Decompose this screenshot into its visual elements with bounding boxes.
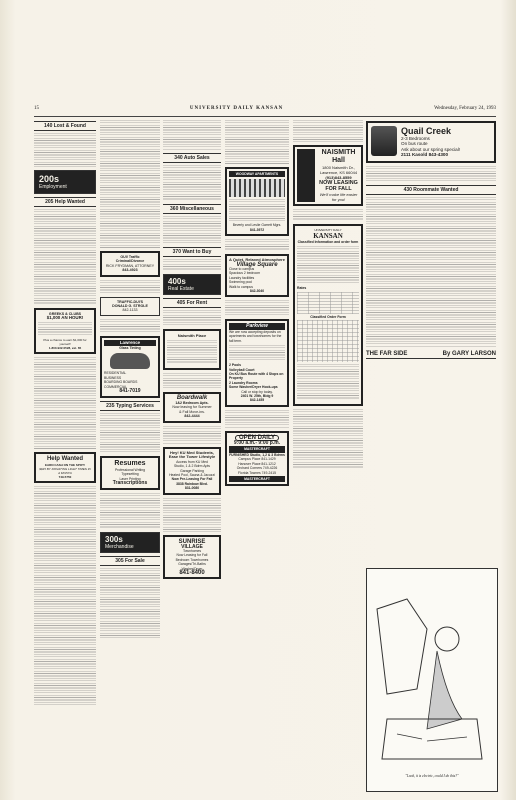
naismith-hall-ad [293, 145, 363, 206]
order-form-title: Classified Order Form [310, 314, 346, 319]
tint-item: RESIDENTIAL [104, 371, 127, 376]
attorney-line-2: Criminal/Divorce [115, 259, 145, 264]
naismith-hall-name: NAISMITH Hall [321, 149, 356, 164]
quail-line: 2-3 Bedrooms [401, 136, 430, 141]
location-florida: Florida Townes 749-2415 [237, 470, 276, 475]
traffic-name: DONALD G. STROLE [112, 304, 148, 309]
woodway-ad [225, 167, 289, 236]
classified-text [100, 493, 160, 529]
tint-item: BUSINESS [104, 375, 122, 380]
transcriptions-title: Transcriptions [112, 480, 148, 487]
boardwalk-line-2: Now leasing for Summer [172, 405, 212, 410]
open-hours: 9:00 a.m.- 9:00 p.m. [233, 440, 281, 447]
naismith-place-ad [163, 329, 221, 370]
employment-number: 200s [39, 174, 60, 184]
column-3 [163, 118, 221, 582]
cartoon-caption: "Look, it is electric, could I do this?" [405, 774, 459, 778]
boardwalk-title: Boardwalk [176, 395, 208, 401]
village-title: Village Square [236, 261, 278, 268]
classified-text [163, 165, 221, 201]
misc-heading: 360 Miscellaneous [163, 204, 221, 214]
paper-name: UNIVERSITY DAILY KANSAN [189, 106, 284, 111]
glass-tinting-ad [100, 336, 160, 398]
resume-item: Laser Printing [119, 476, 141, 481]
village-item: Close to campus [229, 267, 255, 272]
want-to-buy-heading: 370 Want to Buy [163, 247, 221, 257]
far-side-title: THE FAR SIDE [366, 350, 408, 357]
page-date: Wednesday, February 24, 1993 [434, 106, 496, 111]
column-6 [366, 118, 496, 359]
parkview-ad [225, 319, 289, 406]
feature-item: 2 Pools [229, 363, 242, 368]
village-square-ad [225, 254, 289, 297]
tint-phone: 841-7019 [119, 388, 141, 395]
classified-text [163, 120, 221, 150]
roommate-heading: 430 Roommate Wanted [366, 185, 496, 195]
resume-item: Professional Writing [114, 468, 146, 472]
classified-text [100, 120, 160, 248]
ku-med-item: Garage Parking [180, 468, 204, 473]
parkview-call: Call or stop by today. [241, 389, 273, 394]
classified-text [163, 426, 221, 444]
help-wanted-ad-amount: $$15 BY DONATING LIGHT TIMES IN A MONTH [39, 467, 91, 475]
village-phone: 842-3040 [249, 289, 265, 294]
ku-med-item: Studio, 1 & 2 Bdrm Apts [174, 464, 210, 469]
feature-item: Some Washer/Dryer Hook-ups [229, 385, 278, 390]
quail-title: Quail Creek [401, 126, 452, 136]
ad-body [229, 199, 285, 221]
classified-text [225, 300, 289, 316]
glass-tinting-sub: Glass Tinting [119, 346, 141, 351]
resume-item: Typesetting [121, 472, 139, 477]
page-header [34, 106, 496, 117]
attorney-phone: 843-4923 [122, 268, 138, 273]
ku-med-now: Now Pre-Leasing For Fall [171, 477, 213, 482]
glass-tinting-title: Lawrence [104, 340, 156, 347]
sunrise-phone: 841-8400 [179, 570, 205, 577]
for-rent-heading: 405 For Rent [163, 298, 221, 308]
feature-item: Volleyball Court [229, 367, 255, 372]
real-estate-number: 400s [168, 277, 186, 286]
classified-text [34, 209, 96, 305]
sunrise-item: Bedroom Townhomes [175, 557, 209, 562]
naismith-building-image [297, 149, 315, 202]
merchandise-number: 300s [105, 534, 123, 544]
resumes-ad [100, 456, 160, 490]
greeks-title: GREEKS & CLUBS [48, 312, 82, 316]
classified-text [100, 568, 160, 638]
help-wanted-ad [34, 452, 96, 483]
mastercraft-logo: MASTERCRAFT [229, 446, 285, 453]
help-wanted-heading: 205 Help Wanted [34, 197, 96, 207]
naismith-hall-phone: (913)843-8559 [325, 175, 352, 180]
woodway-phone: 841-3972 [249, 227, 265, 232]
kansan-sub: UNIVERSITY DAILY [314, 228, 342, 232]
attorney-ad [100, 251, 160, 277]
cartoon-drawing [367, 569, 495, 769]
ku-med-ad [163, 447, 221, 495]
ad-body [229, 345, 285, 361]
classified-text [100, 280, 160, 294]
ku-med-address: 3838 Rainbow Blvd. [176, 481, 208, 486]
far-side-cartoon [366, 568, 498, 792]
sunrise-item: Washer/Dryer [181, 566, 203, 571]
location-orchard: Orchard Corners 749-4226 [236, 466, 278, 471]
location-hanover: Hanover Place 841-1212 [238, 461, 276, 466]
merchandise-label: Merchandise [105, 543, 134, 550]
boardwalk-line-1: 1&2 Bedroom Apts. [175, 400, 209, 405]
greeks-plus: Plus a chance to earn $1,000 for yourself! [43, 338, 87, 346]
woodway-managers: Beverly and Leslie Garrett Mgrs. [232, 223, 282, 228]
real-estate-section [163, 274, 221, 295]
sunrise-title-1: SUNRISE [178, 538, 206, 545]
parkview-title: Parkview [229, 323, 285, 329]
naismith-hall-address: 1800 Naismith Dr., Lawrence, KS 66044 [319, 165, 358, 175]
classified-text [163, 373, 221, 389]
classified-info: Classified Information and order form [297, 240, 359, 245]
mastercraft-footer: MASTERCRAFT [229, 476, 285, 483]
village-item: Walk to campus [229, 284, 253, 289]
ku-med-headline: Hey! KU Med Students, Ease the Tower Lifestyle [168, 449, 216, 460]
page-number: 15 [34, 106, 39, 111]
sunrise-item: Now Leasing for Fall [176, 553, 208, 558]
quail-line: Ask about our spring special! [401, 146, 460, 152]
column-2 [100, 118, 160, 640]
woodway-title: WOODWAY APARTMENTS [229, 171, 285, 177]
help-wanted-ad-sub: EARN CASH ON THE SPOT! [44, 463, 85, 467]
naismith-place-title: Naismith Place [177, 333, 207, 338]
classified-text [34, 357, 96, 449]
far-side-byline: By GARY LARSON [442, 350, 496, 357]
attorney-line-1: OUI! Traffic [120, 255, 140, 259]
naismith-hall-tagline: We'll make life easier for you! [319, 192, 358, 202]
greeks-ad [34, 308, 96, 354]
classified-order-form [293, 224, 363, 406]
classified-text [293, 409, 363, 469]
ad-body [167, 340, 217, 364]
ad-body [38, 322, 92, 336]
parkview-lead: We are now accepting deposits on apartments and townhomes for the fall term. [229, 329, 282, 343]
ku-med-phone: 831-0080 [184, 486, 200, 491]
column-1 [34, 118, 96, 708]
help-wanted-ad-phone: 749-5750 [58, 475, 72, 479]
classified-text [100, 319, 160, 333]
sunrise-village-ad [163, 535, 221, 580]
auto-sales-heading: 340 Auto Sales [163, 153, 221, 163]
village-item: Spacious 2 bedroom [229, 271, 261, 276]
parkview-address: 2401 W. 25th, Bldg 9 [240, 393, 274, 398]
greeks-amount: $1,000 AN HOUR! [46, 315, 84, 320]
mastercraft-furnished: FURNISHED Studio, 1,2 & 3 Bdrms [229, 452, 285, 457]
order-grid [297, 320, 359, 362]
for-sale-heading: 305 For Sale [100, 556, 160, 566]
classified-text [293, 120, 363, 142]
quail-line: On bus route [401, 141, 428, 147]
traffic-phone: 842-1133 [122, 308, 138, 313]
merchandise-section [100, 532, 160, 553]
form-body [297, 246, 359, 284]
classified-text [366, 197, 496, 347]
mastercraft-ad [225, 431, 289, 486]
boardwalk-ad [163, 392, 221, 423]
ku-med-item: Access from KU Med [176, 459, 208, 464]
rates-label: Rates [297, 286, 307, 291]
ku-med-item: Heated Pool, Sauna & Jacuzzi [169, 473, 215, 477]
open-daily: OPEN DAILY [235, 435, 279, 442]
village-item: Laundry facilities [229, 275, 255, 280]
building-image [229, 179, 285, 197]
rates-table [297, 292, 359, 314]
employment-section [34, 170, 96, 194]
classified-text [163, 498, 221, 532]
sunrise-item: Townhomes [182, 549, 202, 554]
classified-text [34, 133, 96, 167]
classified-text [225, 239, 289, 251]
quail-creek-ad [366, 121, 496, 163]
help-wanted-ad-title: Help Wanted [46, 456, 84, 462]
feature-item: On KU Bus Route with 4 Stops on Property [229, 371, 284, 381]
naismith-hall-leasing: NOW LEASING FOR FALL [319, 180, 358, 192]
employment-label: Employment [39, 184, 67, 190]
classified-text [100, 413, 160, 453]
classified-text [225, 120, 289, 164]
resumes-title: Resumes [114, 460, 146, 467]
kansan-title: KANSAN [313, 232, 343, 241]
village-item: Swimming pool [229, 280, 252, 285]
classified-text [293, 209, 363, 221]
tint-item: COMMERCIAL [104, 384, 127, 389]
boardwalk-line-3: & Fall Move-ins. [179, 409, 205, 414]
boardwalk-phone: 842-4444 [184, 414, 200, 419]
form-body [297, 364, 359, 400]
sunrise-item: Garages/Tri-Baths [178, 562, 206, 567]
location-campus: Campus Place 841-1429 [238, 457, 276, 462]
typing-heading: 235 Typing Services [100, 401, 160, 411]
lost-found-heading: 140 Lost & Found [34, 121, 96, 131]
tint-item: BOARDING BOARDS [104, 380, 138, 385]
column-5 [293, 118, 363, 471]
feature-item: 2 Laundry Rooms [229, 380, 258, 385]
greeks-phone: 1-800-932-0528, ext. 65 [48, 346, 82, 350]
far-side-header [366, 351, 496, 359]
classified-text [225, 410, 289, 428]
village-quiet: A Quiet, Relaxed Atmosphere [229, 257, 285, 263]
classified-text [163, 259, 221, 271]
attorney-name: RICK FRYDMAN, ATTORNEY [105, 263, 155, 268]
classified-text [163, 216, 221, 244]
column-4 [225, 118, 289, 489]
classified-text [366, 166, 496, 182]
sunrise-title-2: VILLAGE [181, 543, 203, 550]
quail-phone: 2111 Kasold 843-4300 [401, 152, 448, 158]
real-estate-label: Real Estate [168, 286, 194, 292]
quail-logo [371, 126, 397, 156]
parkview-phone: 842-1455 [249, 398, 265, 403]
traffic-title: TRAFFIC-DUI'S [116, 299, 143, 304]
classified-text [163, 310, 221, 326]
classified-text [34, 486, 96, 706]
car-image [110, 353, 150, 369]
traffic-ad [100, 297, 160, 316]
